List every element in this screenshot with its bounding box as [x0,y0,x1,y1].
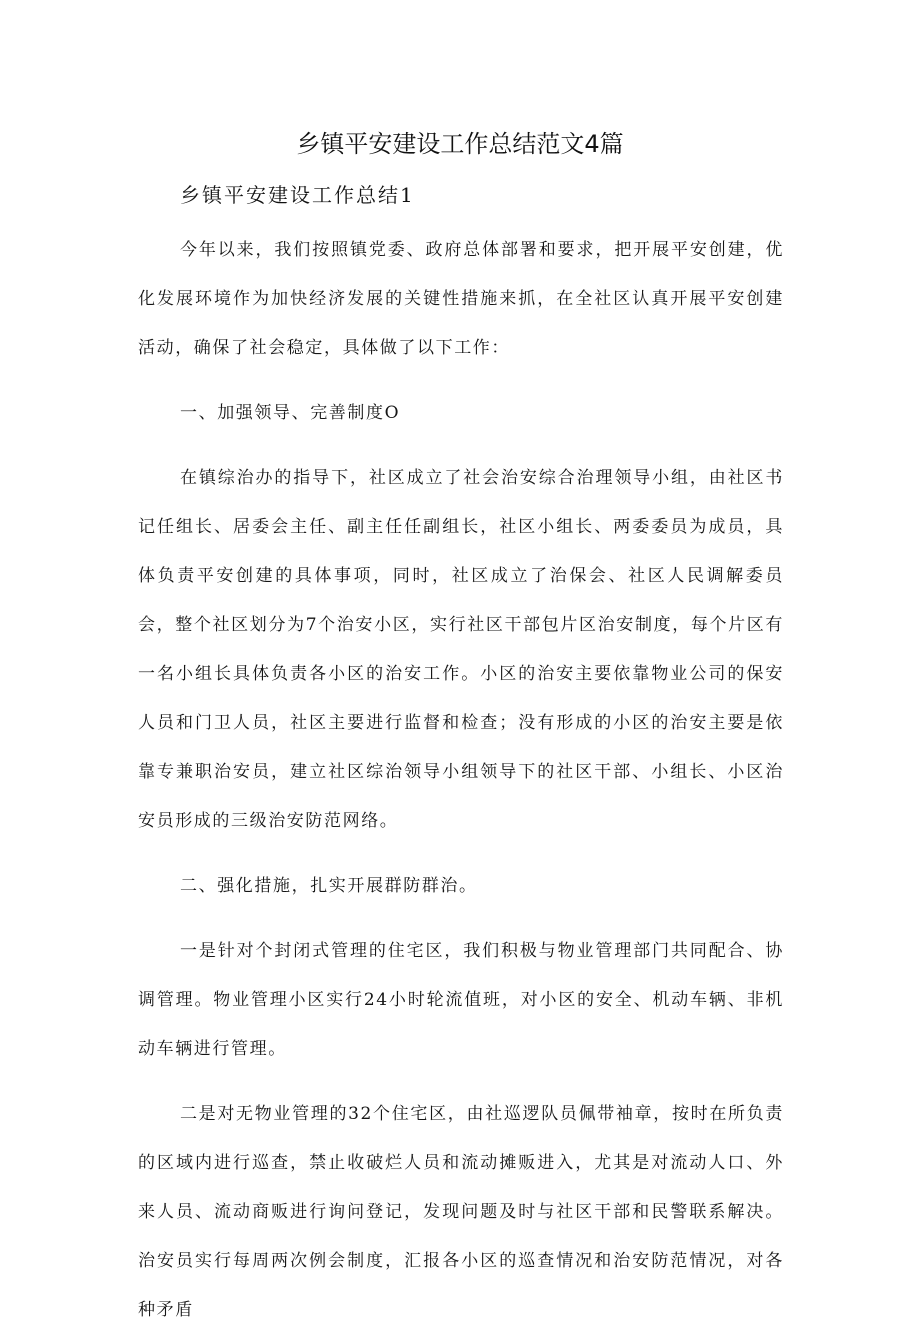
section-heading: 乡镇平安建设工作总结1 [180,183,415,207]
paragraph-organization: 在镇综治办的指导下，社区成立了社会治安综合治理领导小组，由社区书记任组长、居委会主任、副主任任副组长，社区小组长、两委委员为成员，具体负责平安创建的具体事项，同时，社区成立了治保会、社区人民调解委员会，整个社区划分为7个治安小区，实行社区干部包片区治安制度，每个片区有一名小组长具体负责各小区的治安工作。小区的治安主要依靠物业公司的保安人员和门卫人员，社区主要进行监督和检查；没有形成的小区的治安主要是依靠专兼职治安员，建立社区综治领导小组领导下的社区干部、小组长、小区治安员形成的三级治安防范网络。 [138,468,784,831]
paragraph-measure-two: 二是对无物业管理的32个住宅区，由社巡逻队员佩带袖章，按时在所负责的区域内进行巡查，禁止收破烂人员和流动摊贩进入，尤其是对流动人口、外来人员、流动商贩进行询问登记，发现问题及时与社区干部和民警联系解决。治安员实行每周两次例会制度，汇报各小区的巡查情况和治安防范情况，对各种矛盾 [138,1104,784,1320]
subheading-two: 二、强化措施，扎实开展群防群治。 [180,876,478,896]
paragraph-intro: 今年以来，我们按照镇党委、政府总体部署和要求，把开展平安创建，优化发展环境作为加快经济发展的关键性措施来抓，在全社区认真开展平安创建活动，确保了社会稳定，具体做了以下工作： [138,240,784,358]
document-title: 乡镇平安建设工作总结范文4篇 [296,130,624,158]
document-body [138,180,784,1335]
subheading-one: 一、加强领导、完善制度O [180,403,401,423]
paragraph-measure-one: 一是针对个封闭式管理的住宅区，我们积极与物业管理部门共同配合、协调管理。物业管理小区实行24小时轮流值班，对小区的安全、机动车辆、非机动车辆进行管理。 [138,941,784,1059]
